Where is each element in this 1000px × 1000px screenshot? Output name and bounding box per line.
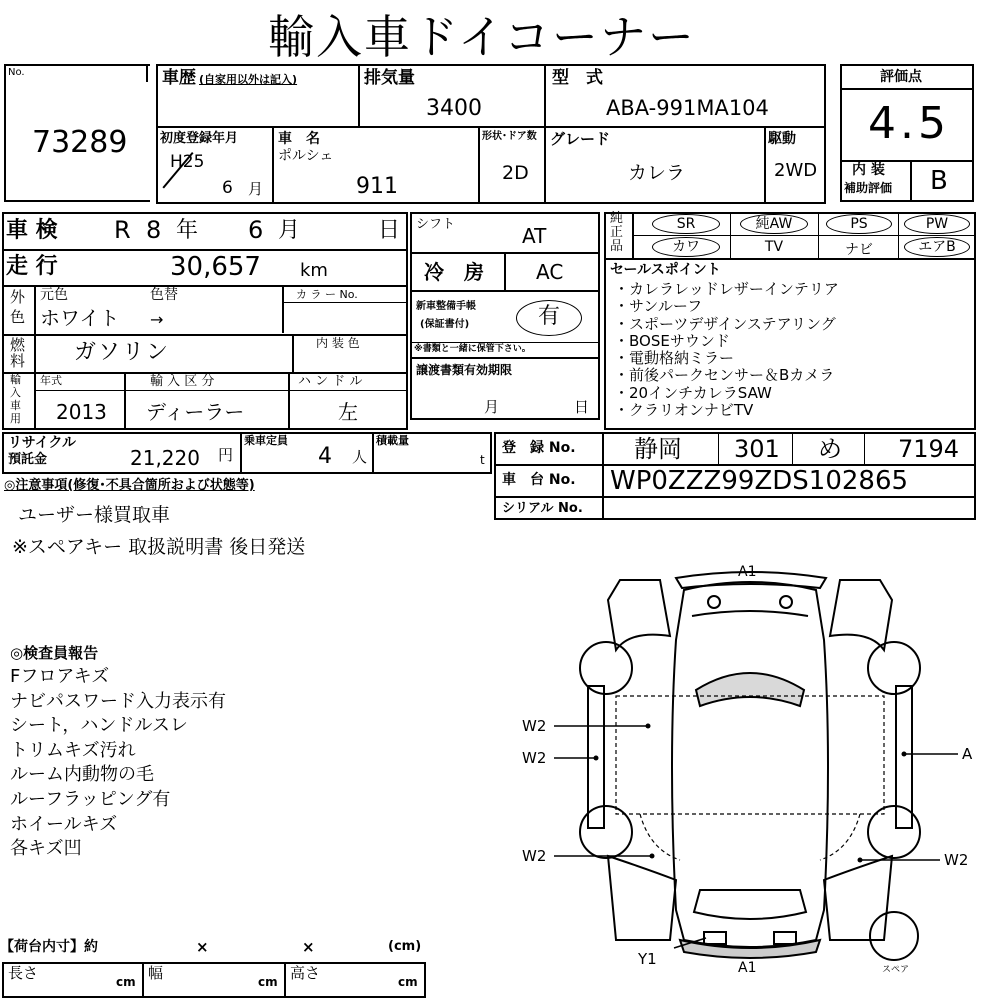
- import-type-label: 輸 入 区 分: [150, 374, 215, 389]
- equip-ps: PS: [826, 214, 892, 234]
- diag-label-a: A: [962, 745, 973, 763]
- car-name-label: 車 名: [278, 131, 320, 147]
- inspector-line: トリムキズ汚れ: [10, 739, 136, 761]
- fuel-side-1: 燃: [10, 336, 26, 354]
- registration-kana: め: [818, 435, 842, 463]
- lot-no-label: No.: [8, 67, 25, 78]
- interior-label-2: 補助評価: [844, 181, 893, 195]
- inspection-year: 8: [146, 216, 162, 244]
- equip-sr: SR: [652, 214, 720, 234]
- rear-window: [694, 890, 806, 919]
- car-body: [672, 582, 828, 947]
- maintenance-label-2: (保証書付): [420, 319, 470, 330]
- fuel-value: ガソリン: [74, 340, 171, 365]
- fuel-side-2: 料: [10, 352, 26, 370]
- inspection-month: 6: [248, 216, 264, 244]
- cargo-unit: (cm): [388, 939, 422, 954]
- transfer-label: 譲渡書類有効期限: [416, 363, 513, 377]
- drive-label: 駆動: [768, 131, 796, 147]
- rear-light-left: [704, 932, 726, 944]
- sales-point-item: ・クラリオンナビTV: [614, 401, 754, 420]
- equip-pw: PW: [904, 214, 970, 234]
- headlight-left: [708, 596, 720, 608]
- first-reg-month-unit: 月: [248, 180, 264, 198]
- spare-tire: [870, 912, 918, 960]
- equip-side-2: 正: [610, 225, 624, 240]
- windshield: [696, 673, 804, 706]
- inspector-line: Fフロアキズ: [10, 666, 110, 687]
- displacement-value: 3400: [426, 96, 482, 121]
- first-reg-era: H25: [170, 152, 205, 172]
- inspection-month-unit: 月: [278, 218, 301, 243]
- diag-label-w2-4: W2: [944, 851, 969, 869]
- import-side-1: 輸: [10, 373, 21, 386]
- grade-label: グレード: [550, 130, 611, 148]
- equip-leather: カワ: [652, 237, 720, 257]
- aircon-value: AC: [536, 260, 564, 284]
- car-damage-diagram: [520, 560, 990, 980]
- cargo-length-label: 長さ: [8, 964, 39, 982]
- inspector-line: 各キズ凹: [10, 838, 82, 860]
- notes-label: ◎注意事項(修復･不具合箇所および状態等): [4, 478, 255, 493]
- registration-label: 登 録 No.: [502, 440, 576, 456]
- inspection-era: R: [114, 216, 131, 244]
- cargo-width-label: 幅: [148, 964, 164, 982]
- cargo-width-unit: cm: [258, 975, 278, 989]
- import-side-2: 入: [10, 386, 21, 399]
- equip-aw: 純AW: [740, 214, 808, 234]
- maintenance-value: 有: [538, 304, 561, 329]
- displacement-label: 排気量: [364, 68, 415, 88]
- transfer-day-unit: 日: [574, 398, 590, 416]
- chassis-value: WP0ZZZ99ZDS102865: [610, 466, 909, 496]
- headlight-right: [780, 596, 792, 608]
- drive-value: 2WD: [774, 160, 818, 181]
- first-reg-label: 初度登録年月: [160, 131, 239, 146]
- diag-label-top: A1: [738, 564, 757, 580]
- equip-airbag: エアB: [904, 237, 970, 257]
- fender-front-left: [608, 580, 670, 650]
- first-reg-month: 6: [222, 178, 233, 198]
- inspector-line: ホイールキズ: [10, 813, 118, 835]
- sales-point-item: ・前後パークセンサー＆Bカメラ: [614, 366, 835, 385]
- diag-label-w2-3: W2: [522, 847, 547, 865]
- color-change-label: 色替: [150, 287, 178, 303]
- cargo-table: [2, 962, 426, 998]
- cargo-length-unit: cm: [116, 975, 136, 989]
- capacity-value: 4: [318, 444, 332, 469]
- sales-point-item: ・サンルーフ: [614, 297, 703, 316]
- interior-label-1: 内 装: [852, 162, 885, 178]
- car-maker: ポルシェ: [278, 148, 334, 164]
- fender-rear-right: [824, 856, 892, 940]
- mileage-value: 30,657: [170, 252, 261, 282]
- equip-navi: ナビ: [845, 242, 873, 258]
- page-title: 輸入車ドイコーナー: [268, 10, 696, 64]
- inspector-line: シート，ハンドルスレ: [10, 715, 188, 737]
- score-label: 評価点: [880, 69, 922, 85]
- interior-score-value: B: [930, 166, 948, 196]
- color-arrow: →: [150, 310, 164, 329]
- import-side-4: 用: [10, 412, 21, 425]
- load-unit: t: [480, 453, 485, 467]
- sales-point-item: ・20インチカレラSAW: [614, 383, 772, 402]
- car-name-value: 911: [356, 174, 398, 199]
- serial-label: シリアル No.: [502, 501, 583, 516]
- doors-label: 形状･ドア数: [482, 131, 537, 142]
- import-year-value: 2013: [56, 400, 107, 424]
- import-handle-value: 左: [338, 400, 358, 424]
- fender-rear-left: [608, 856, 676, 940]
- load-label: 積載量: [376, 434, 409, 447]
- cargo-x1: ×: [196, 938, 209, 956]
- recycle-label-1: リサイクル: [8, 435, 77, 451]
- score-value: 4.5: [868, 98, 950, 149]
- import-handle-label: ハ ン ド ル: [298, 374, 363, 389]
- recycle-label-2: 預託金: [8, 452, 48, 467]
- recycle-unit: 円: [218, 446, 234, 464]
- sales-point-item: ・スポーツデザインステアリング: [614, 314, 836, 333]
- aircon-label: 冷 房: [424, 260, 484, 284]
- diag-label-y1: Y1: [638, 950, 657, 968]
- inspector-line: ルーム内動物の毛: [10, 764, 154, 786]
- equip-tv: TV: [764, 239, 784, 255]
- sales-point-item: ・電動格納ミラー: [614, 349, 735, 368]
- recycle-value: 21,220: [130, 446, 200, 470]
- import-side-3: 車: [10, 399, 21, 412]
- diag-label-w2-2: W2: [522, 749, 547, 767]
- registration-class: 301: [734, 435, 780, 463]
- cargo-label: 【荷台内寸】約: [0, 939, 98, 955]
- sales-point-item: ・BOSEサウンド: [614, 331, 730, 350]
- cargo-height-unit: cm: [398, 975, 418, 989]
- shift-label: シフト: [416, 217, 456, 232]
- notes-line-2: ※スペアキー 取扱説明書 後日発送: [12, 536, 306, 558]
- interior-color-label: 内 装 色: [316, 336, 360, 350]
- sales-points-list: [614, 281, 839, 419]
- inspection-label: 車 検: [6, 218, 58, 243]
- history-note: (自家用以外は記入): [199, 73, 298, 86]
- model-value: ABA-991MA104: [606, 96, 769, 120]
- capacity-label: 乗車定員: [244, 434, 288, 447]
- diag-label-w2-1: W2: [522, 717, 547, 735]
- equip-side-3: 品: [610, 239, 624, 254]
- doors-value: 2D: [502, 162, 529, 184]
- inspector-lines: [10, 665, 226, 862]
- inspection-year-unit: 年: [176, 218, 199, 243]
- cargo-height-label: 高さ: [290, 964, 321, 982]
- inspector-line: ルーフラッピング有: [10, 788, 171, 810]
- lot-number: 73289: [32, 125, 128, 160]
- mileage-label: 走 行: [6, 254, 58, 279]
- chassis-label: 車 台 No.: [502, 472, 576, 488]
- sales-point-item: ・カレラレッドレザーインテリア: [614, 280, 839, 298]
- rear-light-right: [774, 932, 796, 944]
- history-label: 車歴: [162, 68, 196, 88]
- mileage-unit: km: [300, 260, 328, 281]
- fender-front-right: [830, 580, 892, 650]
- equip-side-1: 純: [610, 211, 624, 226]
- color-orig-label: 元色: [40, 287, 68, 303]
- shift-value: AT: [522, 224, 547, 248]
- color-side-2: 色: [10, 308, 26, 326]
- maintenance-note: ※書類と一緒に保管下さい。: [414, 344, 531, 354]
- cargo-x2: ×: [302, 938, 315, 956]
- inspector-line: ナビパスワード入力表示有: [10, 690, 226, 712]
- registration-number: 7194: [898, 435, 960, 463]
- color-no-label: カ ラ ー No.: [296, 288, 358, 301]
- color-value: ホワイト: [40, 306, 120, 330]
- maintenance-label-1: 新車整備手帳: [416, 301, 476, 312]
- color-side-1: 外: [10, 288, 26, 306]
- import-type-value: ディーラー: [146, 400, 245, 424]
- registration-area: 静岡: [634, 435, 682, 463]
- grade-value: カレラ: [628, 162, 686, 184]
- model-label: 型 式: [552, 68, 603, 88]
- notes-line-1: ユーザー様買取車: [18, 504, 171, 526]
- sales-points-label: セールスポイント: [610, 262, 721, 278]
- import-year-label: 年式: [40, 374, 62, 387]
- inspection-day-unit: 日: [378, 218, 401, 243]
- diag-label-spare: スペア: [882, 965, 910, 975]
- inspector-label: ◎検査員報告: [10, 644, 99, 662]
- capacity-unit: 人: [352, 448, 368, 466]
- transfer-month-unit: 月: [484, 398, 500, 416]
- diag-label-bottom: A1: [738, 960, 757, 976]
